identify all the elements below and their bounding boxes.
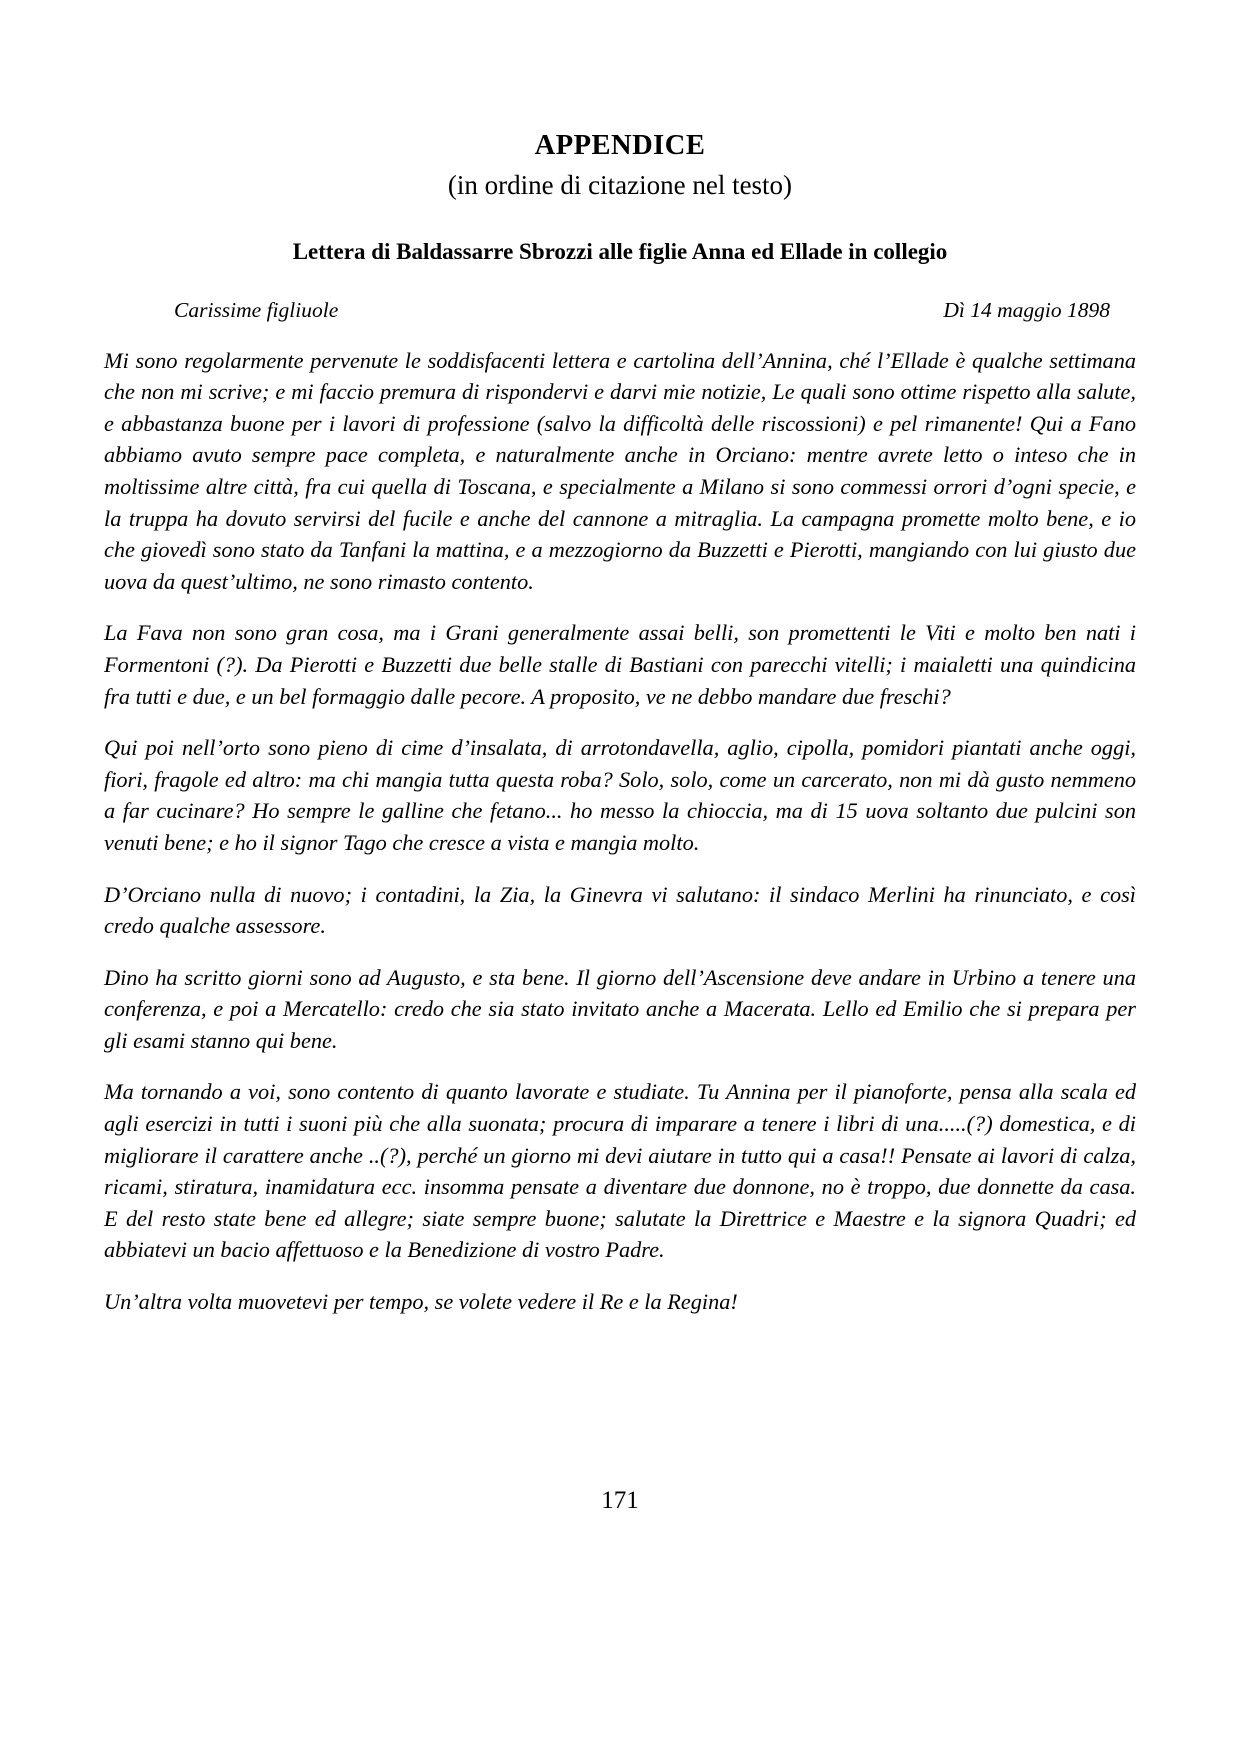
letter-paragraph: La Fava non sono gran cosa, ma i Grani generalmente assai belli, son promettenti le Viti e molto ben nati i Formentoni (?). Da Pierotti e Buzzetti due belle stalle di Bastiani con parecchi vitelli; i maialetti una quindicina fra tutti e due, e un bel formaggio dalle pecore. A proposito, ve ne debbo mandare due freschi? [104, 620, 1136, 709]
page-subtitle: (in ordine di citazione nel testo) [447, 169, 793, 200]
letter-date: Dì 14 maggio 1898 [943, 297, 1110, 322]
page-number: 171 [601, 1487, 639, 1514]
letter-paragraph: Qui poi nell’orto sono pieno di cime d’insalata, di arrotondavella, aglio, cipolla, pomidori piantati anche oggi, fiori, fragole ed altro: ma chi mangia tutta questa roba? Solo, solo, come un carcerato, non mi dà gusto nemmeno a far cucinare? Ho sempre le galline che fetano... ho messo la chioccia, ma di 15 uova soltanto due pulcini son venuti bene; e ho il signor Tago che cresce a vista e mangia molto. [104, 735, 1136, 855]
letter-paragraph: Ma tornando a voi, sono contento di quanto lavorate e studiate. Tu Annina per il pianoforte, pensa alla scala ed agli esercizi in tutti i suoni più che alla suonata; procura di imparare a tenere i libri di una.....(?) domestica, e di migliorare il carattere anche ..(?), perché un giorno mi devi aiutare in tutto qui a casa!! Pensate ai lavori di calza, ricami, stiratura, inamidatura ecc. insomma pensate a diventare due donnone, no è troppo, due donnette da casa. E del resto state bene ed allegre; siate sempre buone; salutate la Direttrice e Maestre e la signora Quadri; ed abbiatevi un bacio affettuoso e la Benedizione di vostro Padre. [104, 1079, 1136, 1263]
letter-paragraph: Mi sono regolarmente pervenute le soddisfacenti lettera e cartolina dell’Annina, ché l’Ellade è qualche settimana che non mi scrive; e mi faccio premura di rispondervi e darvi mie notizie, Le quali sono ottime rispetto alla salute, e abbastanza buone per i lavori di professione (salvo la difficoltà delle riscossioni) e pel rimanente! Qui a Fano abbiamo avuto sempre pace completa, e naturalmente anche in Orciano: mentre avrete letto o inteso che in moltissime altre città, fra cui quella di Toscana, e specialmente a Milano si sono commessi orrori d’ogni specie, e la truppa ha dovuto servirsi del fucile e anche del cannone a mitraglia. La campagna promette molto bene, e io che giovedì sono stato da Tanfani la mattina, e a mezzogiorno da Buzzetti e Pierotti, mangiando con lui giusto due uova da quest’ultimo, ne sono rimasto contento. [104, 347, 1136, 594]
salutation-row [104, 298, 1136, 323]
letter-paragraph: D’Orciano nulla di nuovo; i contadini, la Zia, la Ginevra vi salutano: il sindaco Merlini ha rinunciato, e così credo qualche assessore. [104, 881, 1136, 939]
page-content [104, 128, 1136, 1318]
letter-greeting: Carissime figliuole [174, 297, 339, 322]
page-title: APPENDICE [534, 130, 706, 161]
letter-heading: Lettera di Baldassarre Sbrozzi alle figlie Anna ed Ellade in collegio [292, 238, 948, 264]
letter-closing-line: Un’altra volta muovetevi per tempo, se volete vedere il Re e la Regina! [104, 1289, 738, 1315]
letter-paragraph: Dino ha scritto giorni sono ad Augusto, e sta bene. Il giorno dell’Ascensione deve andare in Urbino a tenere una conferenza, e poi a Mercatello: credo che sia stato invitato anche a Macerata. Lello ed Emilio che si prepara per gli esami stanno qui bene. [104, 964, 1136, 1053]
